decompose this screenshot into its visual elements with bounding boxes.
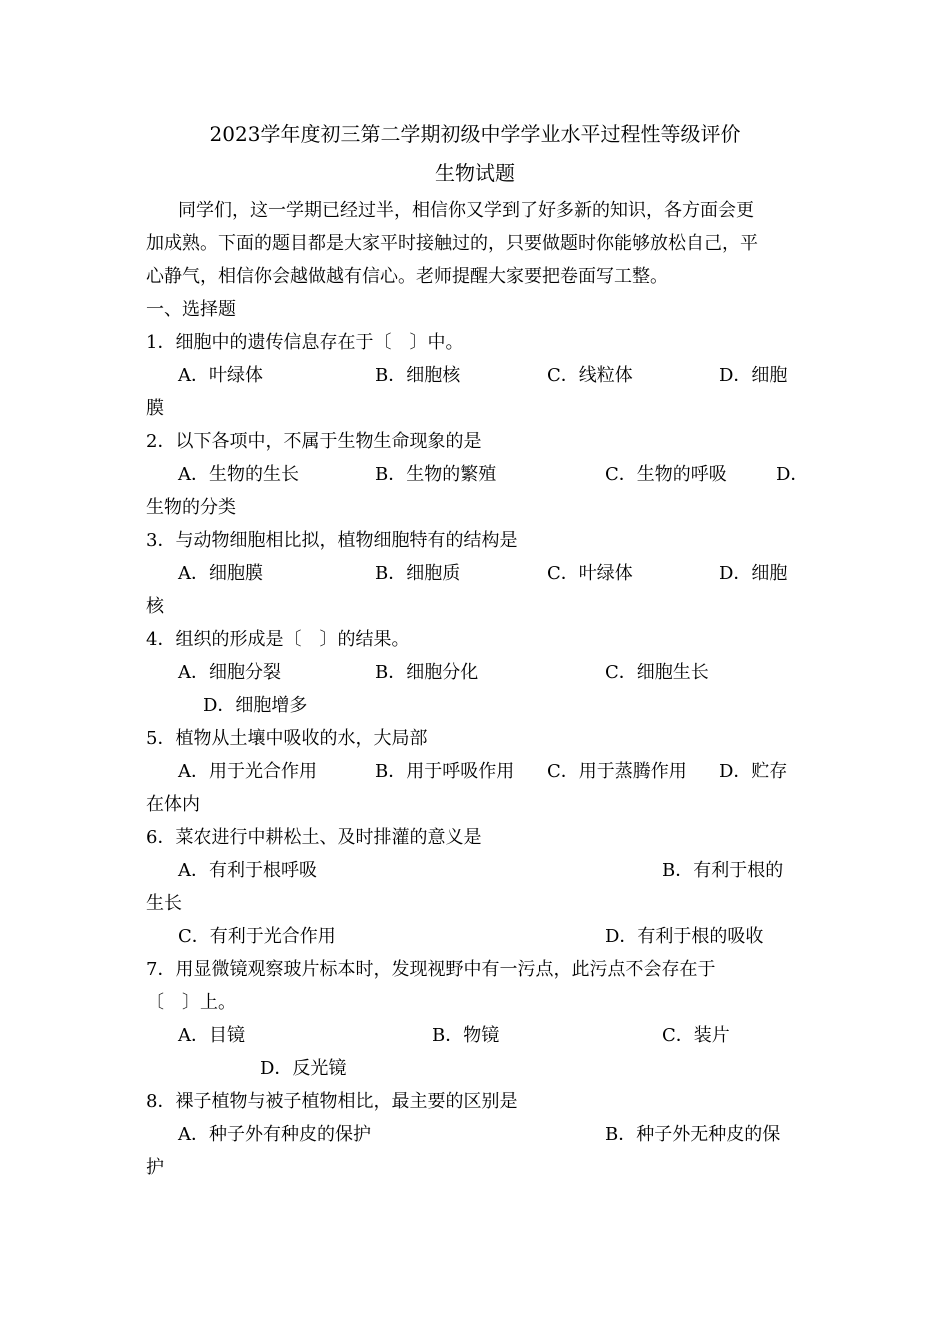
question-1-option-b: B．细胞核 [375, 365, 461, 386]
question-8-option-b-continued: 护 [146, 1157, 164, 1178]
question-7-option-c: C．装片 [662, 1025, 730, 1046]
question-2-option-b: B．生物的繁殖 [375, 464, 497, 485]
question-7-option-d: D．反光镜 [260, 1058, 347, 1079]
question-3-option-d-continued: 核 [146, 596, 164, 617]
question-4-option-b: B．细胞分化 [375, 662, 479, 683]
intro-line-1: 同学们，这一学期已经过半，相信你又学到了好多新的知识，各方面会更 [178, 200, 754, 221]
question-2-option-a: A．生物的生长 [178, 464, 299, 485]
question-4-option-c: C．细胞生长 [605, 662, 709, 683]
question-7-stem: 7．用显微镜观察玻片标本时，发现视野中有一污点，此污点不会存在于 [146, 959, 716, 980]
question-2-option-c: C．生物的呼吸 [605, 464, 727, 485]
section-heading: 一、选择题 [146, 299, 236, 320]
question-5-option-a: A．用于光合作用 [178, 761, 317, 782]
question-7-stem-continued: 〔 〕上。 [146, 992, 236, 1013]
question-7-option-a: A．目镜 [178, 1025, 245, 1046]
exam-subtitle: 生物试题 [435, 161, 515, 185]
question-2-option-d: D． [776, 464, 809, 485]
question-1-option-d-continued: 膜 [146, 398, 164, 419]
question-7-option-b: B．物镜 [432, 1025, 500, 1046]
question-8-stem: 8．裸子植物与被子植物相比，最主要的区别是 [146, 1091, 518, 1112]
question-3-option-a: A．细胞膜 [178, 563, 263, 584]
question-8-option-a: A．种子外有种皮的保护 [178, 1124, 371, 1145]
question-1-stem: 1．细胞中的遗传信息存在于〔 〕中。 [146, 332, 464, 353]
question-8-option-b: B．种子外无种皮的保 [605, 1124, 781, 1145]
exam-title: 2023学年度初三第二学期初级中学学业水平过程性等级评价 [209, 122, 741, 146]
question-1-option-a: A．叶绿体 [178, 365, 263, 386]
question-3-option-b: B．细胞质 [375, 563, 461, 584]
question-5-option-d-continued: 在体内 [146, 794, 200, 815]
question-4-stem: 4．组织的形成是〔 〕的结果。 [146, 629, 410, 650]
question-6-option-a: A．有利于根呼吸 [178, 860, 317, 881]
question-4-option-d: D．细胞增多 [203, 695, 308, 716]
question-3-stem: 3．与动物细胞相比拟，植物细胞特有的结构是 [146, 530, 518, 551]
intro-line-3: 心静气，相信你会越做越有信心。老师提醒大家要把卷面写工整。 [146, 266, 668, 287]
question-6-option-b: B．有利于根的 [662, 860, 784, 881]
question-6-option-b-continued: 生长 [146, 893, 182, 914]
question-3-option-d: D．细胞 [719, 563, 788, 584]
question-2-option-d-continued: 生物的分类 [146, 497, 236, 518]
question-6-stem: 6．菜农进行中耕松土、及时排灌的意义是 [146, 827, 482, 848]
question-1-option-c: C．线粒体 [547, 365, 633, 386]
question-5-option-b: B．用于呼吸作用 [375, 761, 515, 782]
question-5-option-d: D．贮存 [719, 761, 788, 782]
intro-line-2: 加成熟。下面的题目都是大家平时接触过的，只要做题时你能够放松自己，平 [146, 233, 758, 254]
question-3-option-c: C．叶绿体 [547, 563, 633, 584]
question-1-option-d: D．细胞 [719, 365, 788, 386]
question-5-stem: 5．植物从土壤中吸收的水，大局部 [146, 728, 428, 749]
question-6-option-d: D．有利于根的吸收 [605, 926, 764, 947]
question-4-option-a: A．细胞分裂 [178, 662, 281, 683]
question-5-option-c: C．用于蒸腾作用 [547, 761, 687, 782]
question-2-stem: 2．以下各项中，不属于生物生命现象的是 [146, 431, 482, 452]
question-6-option-c: C．有利于光合作用 [178, 926, 336, 947]
